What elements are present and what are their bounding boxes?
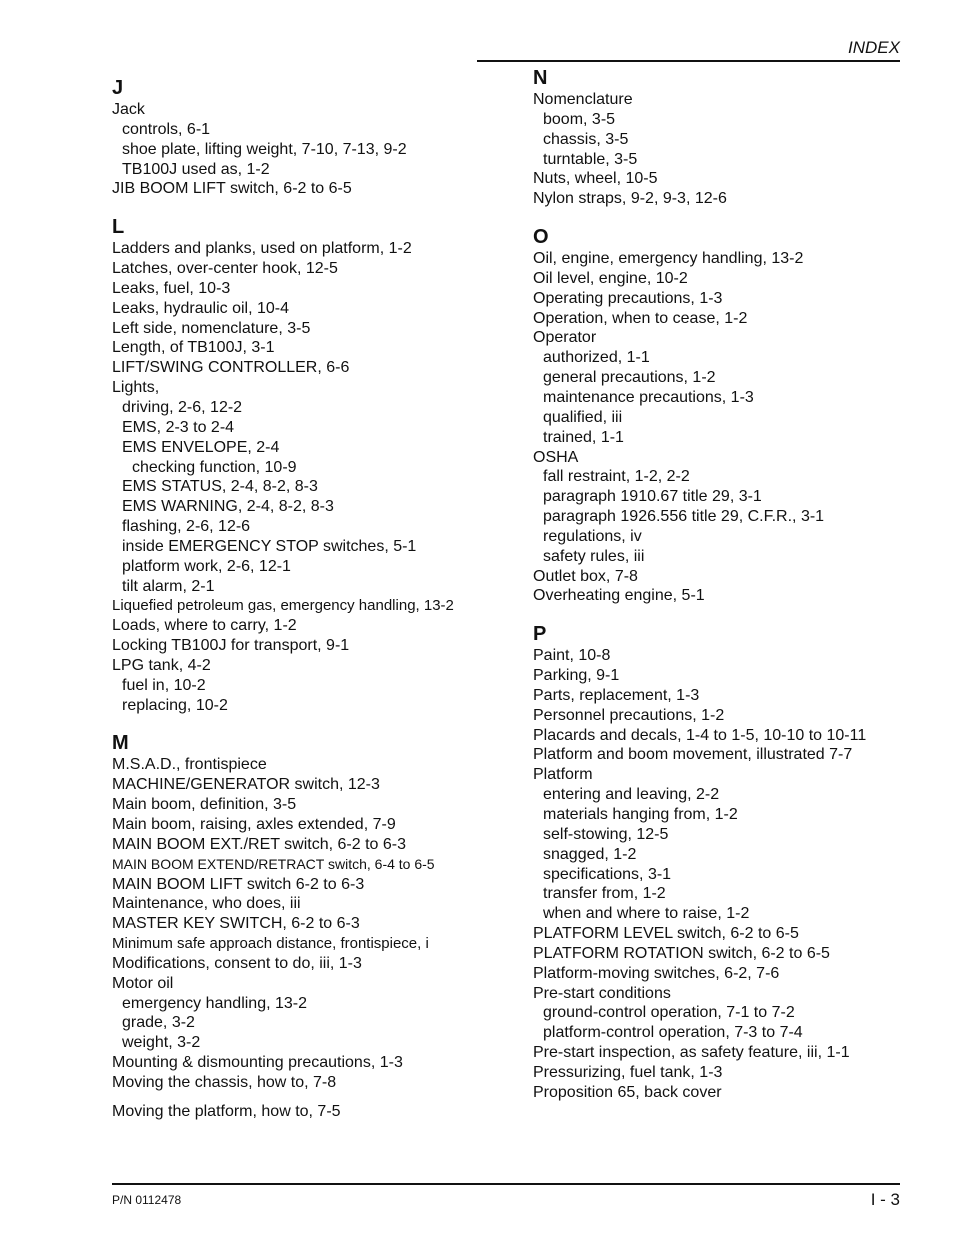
index-entry: Length, of TB100J, 3-1 bbox=[112, 339, 275, 357]
index-subentry: EMS, 2-3 to 2-4 bbox=[122, 418, 235, 436]
index-entry: Ladders and planks, used on platform, 1-2 bbox=[112, 240, 412, 258]
index-entry: Loads, where to carry, 1-2 bbox=[112, 617, 297, 635]
section-letter: N bbox=[533, 67, 548, 89]
index-entry: Placards and decals, 1-4 to 1-5, 10-10 to 10-11 bbox=[533, 726, 867, 744]
index-subentry: snagged, 1-2 bbox=[543, 845, 637, 863]
index-subentry: emergency handling, 13-2 bbox=[122, 994, 308, 1012]
index-entry: Pre-start conditions bbox=[533, 984, 671, 1002]
section-letter: P bbox=[533, 623, 547, 646]
index-entry: Mounting & dismounting precautions, 1-3 bbox=[112, 1054, 403, 1072]
index-subentry: paragraph 1926.556 title 29, C.F.R., 3-1 bbox=[543, 508, 825, 526]
footer-divider bbox=[112, 1183, 900, 1185]
index-subentry: TB100J used as, 1-2 bbox=[122, 160, 270, 178]
index-entry: Pre-start inspection, as safety feature, iii, 1-1 bbox=[533, 1044, 850, 1062]
index-entry: Overheating engine, 5-1 bbox=[533, 587, 705, 605]
index-subsubentry: checking function, 10-9 bbox=[132, 458, 297, 476]
index-entry: MACHINE/GENERATOR switch, 12-3 bbox=[112, 776, 380, 794]
index-entry: Leaks, fuel, 10-3 bbox=[112, 279, 231, 297]
page-number: I - 3 bbox=[870, 1190, 900, 1209]
index-entry: Operator bbox=[533, 329, 597, 347]
index-subentry: boom, 3-5 bbox=[543, 110, 616, 128]
index-column-left bbox=[112, 76, 472, 1138]
index-entry: Paint, 10-8 bbox=[533, 647, 611, 665]
index-subentry: platform work, 2-6, 12-1 bbox=[122, 557, 291, 575]
index-entry: Leaks, hydraulic oil, 10-4 bbox=[112, 299, 289, 317]
index-subentry: authorized, 1-1 bbox=[543, 349, 650, 367]
index-subentry: replacing, 10-2 bbox=[122, 696, 228, 714]
index-entry: Jack bbox=[112, 101, 145, 118]
index-section-n bbox=[533, 66, 903, 209]
index-subentry: specifications, 3-1 bbox=[543, 865, 672, 883]
index-section-j bbox=[112, 76, 472, 199]
index-entry: LPG tank, 4-2 bbox=[112, 656, 211, 674]
index-subentry: flashing, 2-6, 12-6 bbox=[122, 518, 251, 536]
index-entry: Oil level, engine, 10-2 bbox=[533, 269, 688, 287]
index-subentry: EMS WARNING, 2-4, 8-2, 8-3 bbox=[122, 498, 334, 516]
index-section-o bbox=[533, 225, 903, 606]
index-subentry: ground-control operation, 7-1 to 7-2 bbox=[543, 1004, 795, 1022]
section-letter: L bbox=[112, 216, 125, 239]
index-entry: PLATFORM ROTATION switch, 6-2 to 6-5 bbox=[533, 944, 830, 962]
index-subentry: EMS STATUS, 2-4, 8-2, 8-3 bbox=[122, 478, 318, 496]
index-entry: Oil, engine, emergency handling, 13-2 bbox=[533, 250, 804, 268]
index-column-right bbox=[533, 66, 903, 1119]
index-entry: Liquefied petroleum gas, emergency handling, 13-2 bbox=[112, 597, 454, 615]
section-letter: M bbox=[112, 732, 129, 755]
index-entry: Nuts, wheel, 10-5 bbox=[533, 170, 658, 188]
index-entry: Outlet box, 7-8 bbox=[533, 567, 638, 585]
section-letter: O bbox=[533, 226, 549, 249]
index-entry: M.S.A.D., frontispiece bbox=[112, 756, 267, 774]
index-subentry: turntable, 3-5 bbox=[543, 150, 638, 168]
index-subentry: controls, 6-1 bbox=[122, 120, 211, 138]
index-entry: PLATFORM LEVEL switch, 6-2 to 6-5 bbox=[533, 925, 799, 943]
index-subentry: when and where to raise, 1-2 bbox=[543, 905, 750, 923]
index-subentry: materials hanging from, 1-2 bbox=[543, 806, 738, 823]
index-entry: Operation, when to cease, 1-2 bbox=[533, 309, 748, 327]
index-section-m bbox=[112, 731, 472, 1121]
index-subentry: fuel in, 10-2 bbox=[122, 676, 206, 694]
index-entry: Parts, replacement, 1-3 bbox=[533, 686, 700, 704]
header-divider bbox=[477, 60, 900, 62]
index-subentry: general precautions, 1-2 bbox=[543, 369, 716, 387]
index-entry: MAIN BOOM LIFT switch 6-2 to 6-3 bbox=[112, 875, 365, 893]
index-subentry: trained, 1-1 bbox=[543, 428, 624, 446]
index-subentry: tilt alarm, 2-1 bbox=[122, 577, 215, 595]
index-entry: MAIN BOOM EXTEND/RETRACT switch, 6-4 to 6-5 bbox=[112, 855, 435, 872]
index-entry: Latches, over-center hook, 12-5 bbox=[112, 260, 338, 278]
index-subentry: shoe plate, lifting weight, 7-10, 7-13, 9-2 bbox=[122, 140, 407, 158]
index-subentry: weight, 3-2 bbox=[122, 1034, 201, 1052]
index-entry: Main boom, raising, axles extended, 7-9 bbox=[112, 816, 396, 833]
index-entry: Main boom, definition, 3-5 bbox=[112, 796, 297, 814]
index-entry: Personnel precautions, 1-2 bbox=[533, 706, 725, 724]
index-subentry: safety rules, iii bbox=[543, 547, 645, 565]
index-subentry: paragraph 1910.67 title 29, 3-1 bbox=[543, 488, 762, 506]
index-entry: Maintenance, who does, iii bbox=[112, 895, 301, 913]
index-entry: Platform and boom movement, illustrated 7-7 bbox=[533, 746, 853, 764]
index-entry: MASTER KEY SWITCH, 6-2 to 6-3 bbox=[112, 915, 360, 933]
index-subentry: chassis, 3-5 bbox=[543, 130, 629, 148]
index-entry: OSHA bbox=[533, 448, 579, 466]
index-entry: LIFT/SWING CONTROLLER, 6-6 bbox=[112, 359, 350, 377]
index-subentry: entering and leaving, 2-2 bbox=[543, 786, 720, 804]
index-entry: Platform-moving switches, 6-2, 7-6 bbox=[533, 964, 780, 982]
index-subentry: driving, 2-6, 12-2 bbox=[122, 398, 243, 416]
index-subentry: inside EMERGENCY STOP switches, 5-1 bbox=[122, 537, 417, 555]
index-entry: Nylon straps, 9-2, 9-3, 12-6 bbox=[533, 190, 727, 208]
page-header-title: INDEX bbox=[848, 38, 900, 57]
index-subentry: self-stowing, 12-5 bbox=[543, 825, 669, 843]
index-section-l bbox=[112, 215, 472, 715]
index-subentry: regulations, iv bbox=[543, 527, 642, 545]
index-subentry: grade, 3-2 bbox=[122, 1014, 195, 1032]
index-entry: Proposition 65, back cover bbox=[533, 1083, 722, 1101]
index-subentry: qualified, iii bbox=[543, 408, 623, 426]
index-entry: Moving the chassis, how to, 7-8 bbox=[112, 1073, 337, 1091]
index-entry: Motor oil bbox=[112, 974, 174, 992]
index-subentry: EMS ENVELOPE, 2-4 bbox=[122, 438, 280, 456]
index-entry: Nomenclature bbox=[533, 91, 633, 108]
index-section-p bbox=[533, 622, 903, 1102]
part-number: P/N 0112478 bbox=[112, 1193, 182, 1207]
index-subentry: platform-control operation, 7-3 to 7-4 bbox=[543, 1024, 803, 1042]
index-entry: Minimum safe approach distance, frontispiece, i bbox=[112, 935, 429, 953]
index-entry: MAIN BOOM EXT./RET switch, 6-2 to 6-3 bbox=[112, 835, 406, 853]
index-entry: Platform bbox=[533, 766, 593, 784]
section-letter: J bbox=[112, 77, 124, 99]
index-entry: Left side, nomenclature, 3-5 bbox=[112, 319, 311, 337]
index-entry: JIB BOOM LIFT switch, 6-2 to 6-5 bbox=[112, 180, 352, 198]
index-entry: Moving the platform, how to, 7-5 bbox=[112, 1102, 341, 1120]
index-subentry: fall restraint, 1-2, 2-2 bbox=[543, 468, 690, 486]
entry-gap bbox=[112, 1093, 472, 1102]
index-subentry: maintenance precautions, 1-3 bbox=[543, 388, 754, 406]
index-entry: Pressurizing, fuel tank, 1-3 bbox=[533, 1063, 723, 1081]
index-entry: Parking, 9-1 bbox=[533, 667, 620, 685]
index-entry: Operating precautions, 1-3 bbox=[533, 289, 723, 307]
index-entry: Modifications, consent to do, iii, 1-3 bbox=[112, 954, 362, 972]
index-subentry: transfer from, 1-2 bbox=[543, 885, 666, 903]
index-entry: Lights, bbox=[112, 379, 160, 397]
index-entry: Locking TB100J for transport, 9-1 bbox=[112, 637, 350, 655]
